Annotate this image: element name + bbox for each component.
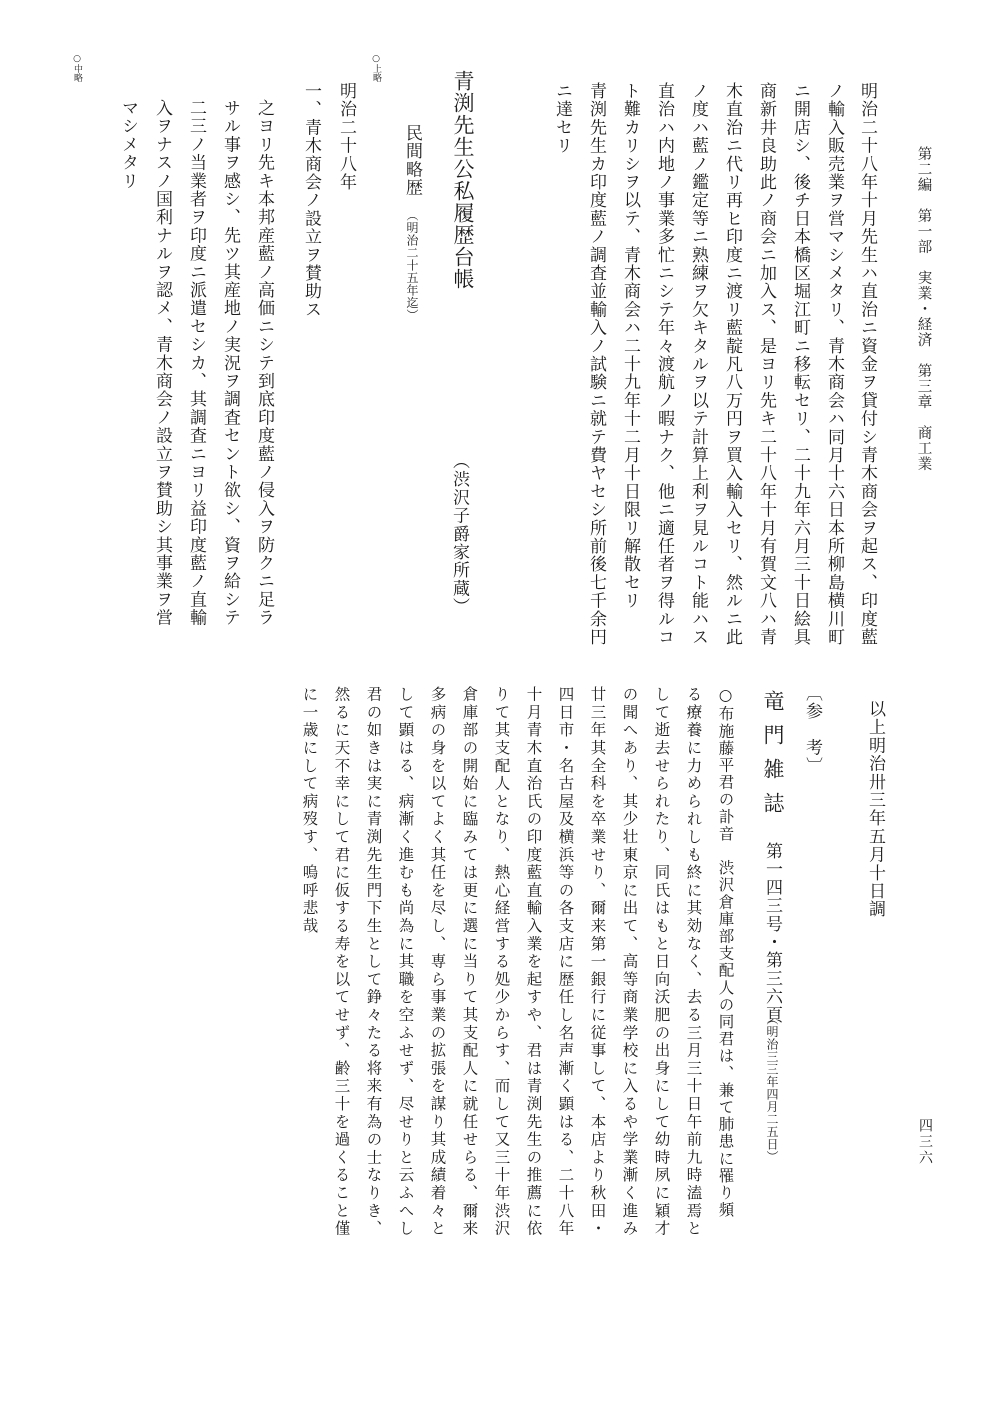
obituary-line: に一歳にして病歿す、嗚呼悲哉 xyxy=(300,686,319,936)
intro-line: 青渕先生カ印度藍ノ調査並輸入ノ試験ニ就テ費ヤセシ所前後七千余円 xyxy=(586,82,606,647)
intro-line: ニ達セリ xyxy=(552,82,572,155)
magazine-title: 竜門雑誌 xyxy=(761,690,785,826)
item-line: サル事ヲ感シ、先ツ其産地ノ実況ヲ調査セント欲シ、資ヲ給シテ xyxy=(220,99,240,627)
magazine-date: （明治三三年四月二五日） xyxy=(765,1013,779,1163)
reference-label: 〔参 考〕 xyxy=(802,684,822,775)
item-line: 二三ノ当業者ヲ印度ニ派遣セシカ、其調査ニヨリ益印度藍ノ直輸 xyxy=(186,99,206,627)
obituary-line: 君の如きは実に青渕先生門下生として錚々たる将来有為の士なりき、 xyxy=(364,686,383,1238)
intro-line: ノ輸入販売業ヲ営マシメタリ、青木商会ハ同月十六日本所柳島横川町 xyxy=(824,82,844,647)
intro-line: 木直治ニ代リ再ヒ印度ニ渡リ藍靛凡八万円ヲ買入輸入セリ、然ルニ此 xyxy=(722,82,742,647)
obituary-line: の聞へあり、其少壮東京に出て、高等商業学校に入るや学業漸く進み xyxy=(620,686,639,1238)
obituary-line: 十月青木直治氏の印度藍直輸入業を起すや、君は青渕先生の推薦に依 xyxy=(524,686,543,1238)
obituary-line: 然るに天不幸にして君に仮する寿を以てせず、齢三十を過くること僅 xyxy=(332,686,351,1238)
obituary-line: りて其支配人となり、熱心経営する処少からす、而して又三十年渋沢 xyxy=(492,686,511,1238)
item-line: マシメタリ xyxy=(118,99,138,190)
source-owner: （渋沢子爵家所蔵） xyxy=(449,452,469,616)
running-head: 第二編 第一部 実業・経済 第三章 商工業 xyxy=(915,146,932,472)
obituary-line: 廿三年其全科を卒業せり、爾来第一銀行に従事して、本店より秋田・ xyxy=(588,686,607,1238)
year-heading: 明治二十八年 xyxy=(336,82,356,192)
item-heading: 一、青木商会ノ設立ヲ賛助ス xyxy=(301,82,321,319)
obituary-line: 多病の身を以てよく其任を尽し、専ら事業の拡張を謀り其成績着々と xyxy=(428,686,447,1238)
section-title: 民間略歴 xyxy=(402,124,422,197)
intro-line: 商新井良助此ノ商会ニ加入ス、是ヨリ先キ二十八年十月有賀文八ハ青 xyxy=(756,82,776,647)
obituary-line: 倉庫部の開始に臨みては更に選に当りて其支配人に就任せらる、爾来 xyxy=(460,686,479,1238)
obituary-line: して逝去せられたり、同氏はもと日向沃肥の出身にして幼時夙に穎才 xyxy=(652,686,671,1238)
magazine-issue: 第一四三号・第三六頁 xyxy=(762,842,782,1024)
omission-note: ○上略 xyxy=(371,54,381,82)
intro-line: 明治二十八年十月先生ハ直治ニ資金ヲ貸付シ青木商会ヲ起ス、印度藍 xyxy=(857,82,877,647)
obituary-line: ○布施藤平君の訃音 渋沢倉庫部支配人の同君は、兼て肺患に罹り頻 xyxy=(716,686,735,1219)
closing-date-note: 以上明治卅三年五月十日調 xyxy=(865,700,885,919)
obituary-line: 四日市・名古屋及横浜等の各支店に歴任し名声漸く顕はる、二十八年 xyxy=(556,686,575,1238)
page-number: 四三六 xyxy=(917,1118,933,1166)
section-period: （明治二十五年迄） xyxy=(405,209,419,322)
omission-note: ○中略 xyxy=(72,54,82,82)
obituary-line: る療養に力められしも終に其効なく、去る三月三十日午前九時溘焉と xyxy=(684,686,703,1238)
item-line: 之ヨリ先キ本邦産藍ノ高価ニシテ到底印度藍ノ侵入ヲ防クニ足ラ xyxy=(254,99,274,627)
intro-line: ニ開店シ、後チ日本橋区堀江町ニ移転セリ、二十九年六月三十日絵具 xyxy=(790,82,810,647)
intro-line: 直治ハ内地ノ事業多忙ニシテ年々渡航ノ暇ナク、他ニ適任者ヲ得ルコ xyxy=(654,82,674,647)
source-title: 青渕先生公私履歴台帳 xyxy=(451,70,475,290)
intro-line: ノ度ハ藍ノ鑑定等ニ熟練ヲ欠キタルヲ以テ計算上利ヲ見ルコト能ハス xyxy=(688,82,708,647)
item-line: 入ヲナスノ国利ナルヲ認メ、青木商会ノ設立ヲ賛助シ其事業ヲ営 xyxy=(152,99,172,627)
obituary-line: して顕はる、病漸く進むも尚為に其職を空ふせず、尽せりと云ふへし xyxy=(396,686,415,1238)
intro-line: ト難カリシヲ以テ、青木商会ハ二十九年十二月十日限リ解散セリ xyxy=(620,82,640,610)
